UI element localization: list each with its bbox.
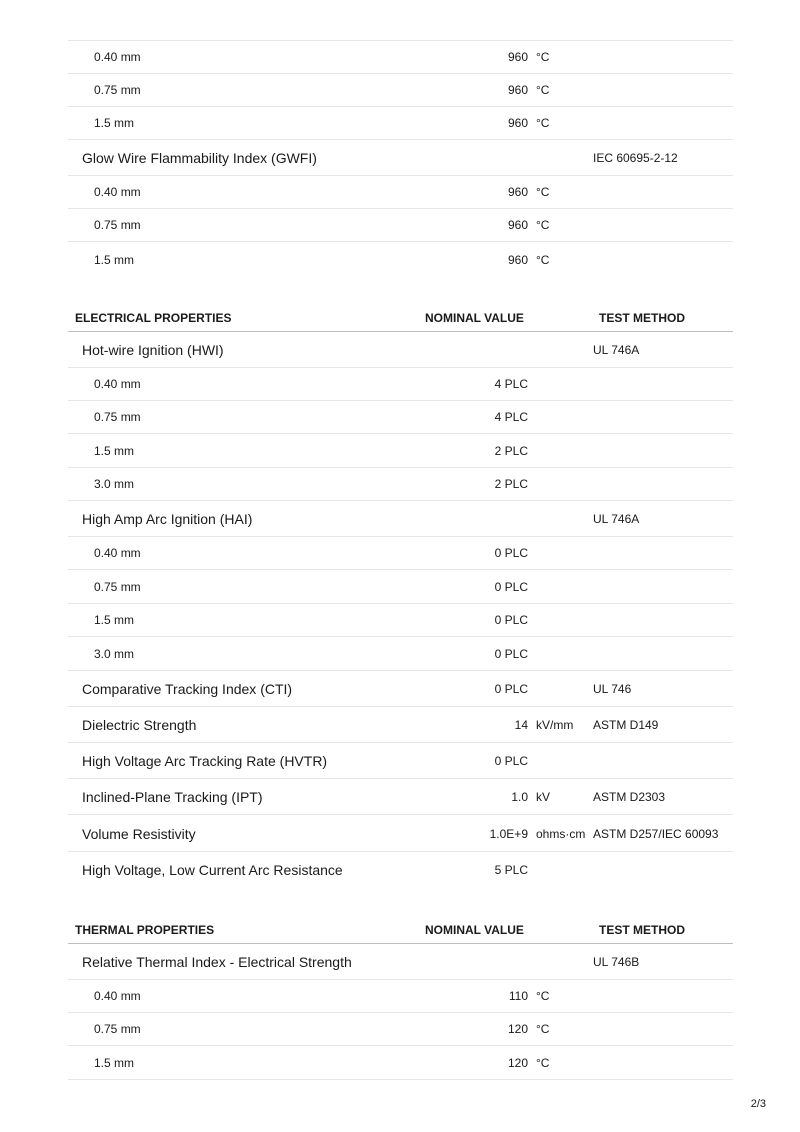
row-unit: °C <box>536 50 550 64</box>
table-row <box>68 176 733 209</box>
row-value: 960 <box>507 185 528 199</box>
table-row <box>68 435 733 468</box>
property-row <box>68 501 733 537</box>
property-row <box>68 816 733 852</box>
row-value: 1.0 <box>511 789 528 804</box>
nominal-value-header: NOMINAL VALUE <box>425 310 524 325</box>
property-row <box>68 944 733 980</box>
row-value: 0 PLC <box>494 613 528 627</box>
property-row <box>68 332 733 368</box>
row-label: 0.75 mm <box>94 1022 141 1036</box>
row-label: 0.75 mm <box>94 83 141 97</box>
row-value: 2 PLC <box>494 477 528 491</box>
row-unit: ohms·cm <box>536 826 586 841</box>
row-value: 120 <box>507 1056 528 1070</box>
table-row <box>68 604 733 637</box>
row-label: 0.40 mm <box>94 185 141 199</box>
test-method: UL 746B <box>593 954 640 969</box>
test-method: ASTM D2303 <box>593 789 666 804</box>
property-row <box>68 852 733 888</box>
table-row <box>68 41 733 74</box>
section-title: ELECTRICAL PROPERTIES <box>75 310 232 325</box>
row-value: 0 PLC <box>494 647 528 661</box>
property-label: Hot-wire Ignition (HWI) <box>82 341 224 358</box>
property-label: Glow Wire Flammability Index (GWFI) <box>82 149 317 166</box>
row-label: 1.5 mm <box>94 444 135 458</box>
property-label: High Voltage, Low Current Arc Resistance <box>82 862 343 878</box>
row-unit: °C <box>536 218 550 232</box>
row-label: 1.5 mm <box>94 116 135 130</box>
row-unit: °C <box>536 83 550 97</box>
table-row <box>68 368 733 401</box>
row-label: 1.5 mm <box>94 252 135 267</box>
row-value: 960 <box>507 116 528 130</box>
property-label: Volume Resistivity <box>82 825 196 842</box>
nominal-value-header: NOMINAL VALUE <box>425 922 524 937</box>
row-unit: kV <box>536 789 551 804</box>
row-unit: °C <box>536 989 550 1003</box>
row-value: 1.0E+9 <box>489 826 528 841</box>
row-value: 0 PLC <box>494 681 528 696</box>
test-method: ASTM D149 <box>593 717 659 732</box>
property-label: Comparative Tracking Index (CTI) <box>82 680 293 697</box>
table-row <box>68 401 733 434</box>
section-title: THERMAL PROPERTIES <box>75 922 215 937</box>
row-label: 1.5 mm <box>94 613 135 627</box>
table-row <box>68 537 733 570</box>
property-row <box>68 140 733 176</box>
test-method: ASTM D257/IEC 60093 <box>593 826 719 841</box>
row-value: 110 <box>508 989 528 1003</box>
row-value: 5 PLC <box>494 863 528 877</box>
property-row <box>68 779 733 815</box>
property-row <box>68 671 733 707</box>
row-value: 0 PLC <box>494 580 528 594</box>
test-method: UL 746A <box>593 342 640 357</box>
property-label: Relative Thermal Index - Electrical Strength <box>82 953 352 970</box>
table-row <box>68 107 733 140</box>
row-value: 120 <box>507 1022 528 1036</box>
row-value: 4 PLC <box>494 410 528 424</box>
row-label: 0.40 mm <box>94 377 141 391</box>
row-label: 0.40 mm <box>94 989 141 1003</box>
table-row <box>68 571 733 604</box>
row-value: 14 <box>514 717 528 732</box>
row-unit: °C <box>536 116 550 130</box>
row-label: 1.5 mm <box>94 1056 135 1070</box>
table-row <box>68 209 733 242</box>
row-label: 3.0 mm <box>94 647 135 661</box>
row-label: 0.40 mm <box>94 50 141 64</box>
property-label: Dielectric Strength <box>82 716 197 733</box>
table-row <box>68 468 733 501</box>
row-unit: °C <box>536 1022 550 1036</box>
row-label: 3.0 mm <box>94 477 135 491</box>
table-row <box>68 74 733 107</box>
row-unit: °C <box>536 1056 550 1070</box>
row-value: 0 PLC <box>494 546 528 560</box>
row-value: 4 PLC <box>494 377 528 391</box>
row-label: 0.40 mm <box>94 546 141 560</box>
test-method: UL 746A <box>593 511 640 526</box>
property-row <box>68 743 733 779</box>
section-header <box>68 304 733 332</box>
row-unit: kV/mm <box>536 717 574 732</box>
page-number: 2/3 <box>750 1098 766 1110</box>
property-label: Inclined-Plane Tracking (IPT) <box>82 788 263 805</box>
row-unit: °C <box>536 185 550 199</box>
row-value: 2 PLC <box>494 444 528 458</box>
test-method-header: TEST METHOD <box>599 922 685 937</box>
row-label: 0.75 mm <box>94 410 141 424</box>
section-header <box>68 916 733 944</box>
table-row <box>68 638 733 671</box>
test-method: UL 746 <box>593 681 632 696</box>
property-label: High Voltage Arc Tracking Rate (HVTR) <box>82 752 328 769</box>
row-value: 960 <box>507 218 528 232</box>
row-label: 0.75 mm <box>94 580 141 594</box>
table-row <box>68 980 733 1013</box>
table-row <box>68 243 733 276</box>
row-value: 0 PLC <box>494 753 528 768</box>
test-method-header: TEST METHOD <box>599 310 685 325</box>
table-row <box>68 1013 733 1046</box>
row-value: 960 <box>507 83 528 97</box>
row-label: 0.75 mm <box>94 218 141 232</box>
property-label: High Amp Arc Ignition (HAI) <box>82 510 253 527</box>
row-value: 960 <box>507 50 528 64</box>
row-unit: °C <box>536 252 550 267</box>
table-row <box>68 1047 733 1080</box>
test-method: IEC 60695-2-12 <box>593 150 678 165</box>
property-row <box>68 707 733 743</box>
row-value: 960 <box>507 252 528 267</box>
